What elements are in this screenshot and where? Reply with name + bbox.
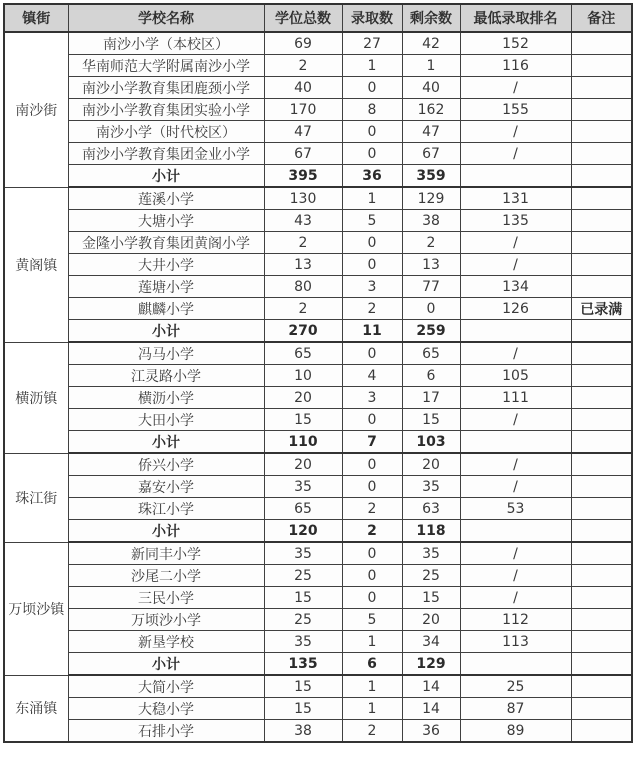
school-cell: 大简小学	[68, 675, 264, 698]
remaining-cell: 359	[402, 165, 460, 188]
school-row	[4, 77, 632, 99]
remaining-cell: 118	[402, 520, 460, 543]
remaining-cell: 34	[402, 631, 460, 653]
remark-cell	[571, 55, 632, 77]
lowest-rank-cell: 152	[460, 32, 571, 55]
admitted-cell: 1	[342, 55, 402, 77]
school-cell: 石排小学	[68, 720, 264, 743]
total-seats-cell: 2	[264, 232, 342, 254]
total-seats-cell: 120	[264, 520, 342, 543]
school-cell: 横沥小学	[68, 387, 264, 409]
remaining-cell: 129	[402, 653, 460, 676]
school-cell: 南沙小学教育集团实验小学	[68, 99, 264, 121]
total-seats-cell: 38	[264, 720, 342, 743]
remark-cell	[571, 675, 632, 698]
remark-cell	[571, 542, 632, 565]
school-row	[4, 32, 632, 55]
remaining-cell: 162	[402, 99, 460, 121]
school-cell: 江灵路小学	[68, 365, 264, 387]
col-header-admitted: 录取数	[342, 4, 402, 32]
town-cell: 黄阁镇	[4, 187, 68, 342]
remark-cell	[571, 143, 632, 165]
school-row	[4, 232, 632, 254]
remark-cell	[571, 631, 632, 653]
lowest-rank-cell	[460, 653, 571, 676]
remark-cell	[571, 698, 632, 720]
total-seats-cell: 35	[264, 631, 342, 653]
lowest-rank-cell: 87	[460, 698, 571, 720]
remaining-cell: 47	[402, 121, 460, 143]
admitted-cell: 2	[342, 298, 402, 320]
school-row	[4, 365, 632, 387]
remark-cell: 已录满	[571, 298, 632, 320]
total-seats-cell: 110	[264, 431, 342, 454]
school-row	[4, 298, 632, 320]
school-cell: 莲塘小学	[68, 276, 264, 298]
school-cell: 小计	[68, 520, 264, 543]
remark-cell	[571, 99, 632, 121]
total-seats-cell: 270	[264, 320, 342, 343]
remaining-cell: 20	[402, 609, 460, 631]
remark-cell	[571, 587, 632, 609]
total-seats-cell: 65	[264, 498, 342, 520]
admitted-cell: 5	[342, 210, 402, 232]
total-seats-cell: 43	[264, 210, 342, 232]
admitted-cell: 0	[342, 77, 402, 99]
remark-cell	[571, 720, 632, 743]
total-seats-cell: 10	[264, 365, 342, 387]
remaining-cell: 42	[402, 32, 460, 55]
remark-cell	[571, 187, 632, 210]
school-cell: 冯马小学	[68, 342, 264, 365]
lowest-rank-cell: 113	[460, 631, 571, 653]
admitted-cell: 11	[342, 320, 402, 343]
school-cell: 珠江小学	[68, 498, 264, 520]
remark-cell	[571, 453, 632, 476]
admitted-cell: 2	[342, 520, 402, 543]
total-seats-cell: 170	[264, 99, 342, 121]
school-row	[4, 254, 632, 276]
admitted-cell: 1	[342, 698, 402, 720]
remark-cell	[571, 320, 632, 343]
admitted-cell: 6	[342, 653, 402, 676]
school-cell: 华南师范大学附属南沙小学	[68, 55, 264, 77]
admitted-cell: 1	[342, 631, 402, 653]
lowest-rank-cell: 111	[460, 387, 571, 409]
subtotal-row	[4, 165, 632, 188]
town-cell: 珠江街	[4, 453, 68, 542]
remark-cell	[571, 121, 632, 143]
remark-cell	[571, 409, 632, 431]
admitted-cell: 0	[342, 453, 402, 476]
remark-cell	[571, 210, 632, 232]
lowest-rank-cell	[460, 320, 571, 343]
admitted-cell: 1	[342, 187, 402, 210]
school-row	[4, 498, 632, 520]
remark-cell	[571, 165, 632, 188]
school-row	[4, 409, 632, 431]
remaining-cell: 63	[402, 498, 460, 520]
remaining-cell: 103	[402, 431, 460, 454]
remark-cell	[571, 498, 632, 520]
total-seats-cell: 69	[264, 32, 342, 55]
lowest-rank-cell: /	[460, 342, 571, 365]
total-seats-cell: 35	[264, 476, 342, 498]
admitted-cell: 0	[342, 254, 402, 276]
admitted-cell: 0	[342, 542, 402, 565]
school-cell: 沙尾二小学	[68, 565, 264, 587]
school-row	[4, 99, 632, 121]
school-cell: 三民小学	[68, 587, 264, 609]
remaining-cell: 17	[402, 387, 460, 409]
total-seats-cell: 2	[264, 55, 342, 77]
school-row	[4, 121, 632, 143]
remaining-cell: 15	[402, 409, 460, 431]
total-seats-cell: 135	[264, 653, 342, 676]
lowest-rank-cell	[460, 520, 571, 543]
school-cell: 金隆小学教育集团黄阁小学	[68, 232, 264, 254]
lowest-rank-cell: /	[460, 453, 571, 476]
admitted-cell: 0	[342, 565, 402, 587]
remaining-cell: 36	[402, 720, 460, 743]
total-seats-cell: 20	[264, 453, 342, 476]
remark-cell	[571, 365, 632, 387]
school-row	[4, 210, 632, 232]
admitted-cell: 36	[342, 165, 402, 188]
admitted-cell: 3	[342, 276, 402, 298]
school-row	[4, 387, 632, 409]
admitted-cell: 0	[342, 587, 402, 609]
school-cell: 南沙小学（本校区）	[68, 32, 264, 55]
admitted-cell: 0	[342, 232, 402, 254]
school-row	[4, 476, 632, 498]
subtotal-row	[4, 653, 632, 676]
total-seats-cell: 40	[264, 77, 342, 99]
remark-cell	[571, 232, 632, 254]
school-cell: 新同丰小学	[68, 542, 264, 565]
remaining-cell: 35	[402, 476, 460, 498]
admitted-cell: 4	[342, 365, 402, 387]
school-cell: 小计	[68, 320, 264, 343]
admitted-cell: 0	[342, 143, 402, 165]
header-row	[4, 4, 632, 32]
remaining-cell: 65	[402, 342, 460, 365]
remark-cell	[571, 387, 632, 409]
school-row	[4, 542, 632, 565]
remaining-cell: 77	[402, 276, 460, 298]
school-row	[4, 187, 632, 210]
col-header-lowest-rank: 最低录取排名	[460, 4, 571, 32]
admitted-cell: 0	[342, 121, 402, 143]
lowest-rank-cell: /	[460, 565, 571, 587]
school-row	[4, 675, 632, 698]
school-cell: 南沙小学（时代校区）	[68, 121, 264, 143]
lowest-rank-cell: /	[460, 143, 571, 165]
total-seats-cell: 20	[264, 387, 342, 409]
remaining-cell: 2	[402, 232, 460, 254]
total-seats-cell: 25	[264, 565, 342, 587]
remaining-cell: 14	[402, 675, 460, 698]
school-cell: 南沙小学教育集团金业小学	[68, 143, 264, 165]
lowest-rank-cell: 126	[460, 298, 571, 320]
remark-cell	[571, 276, 632, 298]
remark-cell	[571, 565, 632, 587]
subtotal-row	[4, 520, 632, 543]
subtotal-row	[4, 320, 632, 343]
total-seats-cell: 15	[264, 675, 342, 698]
school-cell: 大稳小学	[68, 698, 264, 720]
total-seats-cell: 25	[264, 609, 342, 631]
remark-cell	[571, 32, 632, 55]
school-cell: 南沙小学教育集团鹿颈小学	[68, 77, 264, 99]
lowest-rank-cell: /	[460, 77, 571, 99]
school-row	[4, 276, 632, 298]
town-cell: 横沥镇	[4, 342, 68, 453]
admitted-cell: 3	[342, 387, 402, 409]
admitted-cell: 5	[342, 609, 402, 631]
col-header-remark: 备注	[571, 4, 632, 32]
total-seats-cell: 13	[264, 254, 342, 276]
col-header-town: 镇街	[4, 4, 68, 32]
lowest-rank-cell: /	[460, 254, 571, 276]
admitted-cell: 0	[342, 342, 402, 365]
lowest-rank-cell: 105	[460, 365, 571, 387]
school-cell: 大井小学	[68, 254, 264, 276]
remaining-cell: 20	[402, 453, 460, 476]
school-cell: 麒麟小学	[68, 298, 264, 320]
town-cell: 南沙街	[4, 32, 68, 187]
total-seats-cell: 130	[264, 187, 342, 210]
remaining-cell: 129	[402, 187, 460, 210]
school-cell: 侨兴小学	[68, 453, 264, 476]
school-row	[4, 609, 632, 631]
remaining-cell: 38	[402, 210, 460, 232]
remark-cell	[571, 77, 632, 99]
total-seats-cell: 15	[264, 587, 342, 609]
school-row	[4, 587, 632, 609]
lowest-rank-cell: 135	[460, 210, 571, 232]
col-header-total-seats: 学位总数	[264, 4, 342, 32]
table-body	[4, 32, 632, 742]
total-seats-cell: 47	[264, 121, 342, 143]
remaining-cell: 25	[402, 565, 460, 587]
school-cell: 嘉安小学	[68, 476, 264, 498]
lowest-rank-cell: 25	[460, 675, 571, 698]
lowest-rank-cell: 89	[460, 720, 571, 743]
school-cell: 大塘小学	[68, 210, 264, 232]
remaining-cell: 6	[402, 365, 460, 387]
town-cell: 万顷沙镇	[4, 542, 68, 675]
school-cell: 万顷沙小学	[68, 609, 264, 631]
remaining-cell: 67	[402, 143, 460, 165]
admitted-cell: 27	[342, 32, 402, 55]
col-header-remaining: 剩余数	[402, 4, 460, 32]
remaining-cell: 13	[402, 254, 460, 276]
school-row	[4, 143, 632, 165]
lowest-rank-cell: 112	[460, 609, 571, 631]
remaining-cell: 0	[402, 298, 460, 320]
school-cell: 莲溪小学	[68, 187, 264, 210]
school-row	[4, 631, 632, 653]
remaining-cell: 1	[402, 55, 460, 77]
admitted-cell: 1	[342, 675, 402, 698]
total-seats-cell: 35	[264, 542, 342, 565]
admitted-cell: 0	[342, 476, 402, 498]
school-row	[4, 720, 632, 743]
total-seats-cell: 80	[264, 276, 342, 298]
remark-cell	[571, 520, 632, 543]
lowest-rank-cell: 134	[460, 276, 571, 298]
remark-cell	[571, 476, 632, 498]
lowest-rank-cell: 131	[460, 187, 571, 210]
lowest-rank-cell	[460, 165, 571, 188]
school-cell: 小计	[68, 165, 264, 188]
lowest-rank-cell: 116	[460, 55, 571, 77]
remaining-cell: 259	[402, 320, 460, 343]
lowest-rank-cell: /	[460, 542, 571, 565]
school-cell: 小计	[68, 431, 264, 454]
lowest-rank-cell	[460, 431, 571, 454]
school-cell: 大田小学	[68, 409, 264, 431]
remark-cell	[571, 609, 632, 631]
lowest-rank-cell: /	[460, 409, 571, 431]
school-row	[4, 55, 632, 77]
remark-cell	[571, 653, 632, 676]
school-row	[4, 342, 632, 365]
school-row	[4, 453, 632, 476]
town-cell: 东涌镇	[4, 675, 68, 742]
remark-cell	[571, 431, 632, 454]
admitted-cell: 0	[342, 409, 402, 431]
lowest-rank-cell: /	[460, 476, 571, 498]
total-seats-cell: 15	[264, 698, 342, 720]
remark-cell	[571, 254, 632, 276]
admitted-cell: 8	[342, 99, 402, 121]
admitted-cell: 2	[342, 720, 402, 743]
total-seats-cell: 2	[264, 298, 342, 320]
school-cell: 新垦学校	[68, 631, 264, 653]
remaining-cell: 40	[402, 77, 460, 99]
col-header-school-name: 学校名称	[68, 4, 264, 32]
remaining-cell: 35	[402, 542, 460, 565]
lowest-rank-cell: 155	[460, 99, 571, 121]
lowest-rank-cell: /	[460, 232, 571, 254]
remaining-cell: 14	[402, 698, 460, 720]
total-seats-cell: 15	[264, 409, 342, 431]
total-seats-cell: 67	[264, 143, 342, 165]
school-cell: 小计	[68, 653, 264, 676]
admitted-cell: 7	[342, 431, 402, 454]
admitted-cell: 2	[342, 498, 402, 520]
total-seats-cell: 65	[264, 342, 342, 365]
subtotal-row	[4, 431, 632, 454]
total-seats-cell: 395	[264, 165, 342, 188]
school-row	[4, 698, 632, 720]
lowest-rank-cell: 53	[460, 498, 571, 520]
school-admission-table	[3, 3, 633, 743]
lowest-rank-cell: /	[460, 121, 571, 143]
remaining-cell: 15	[402, 587, 460, 609]
remark-cell	[571, 342, 632, 365]
school-row	[4, 565, 632, 587]
lowest-rank-cell: /	[460, 587, 571, 609]
